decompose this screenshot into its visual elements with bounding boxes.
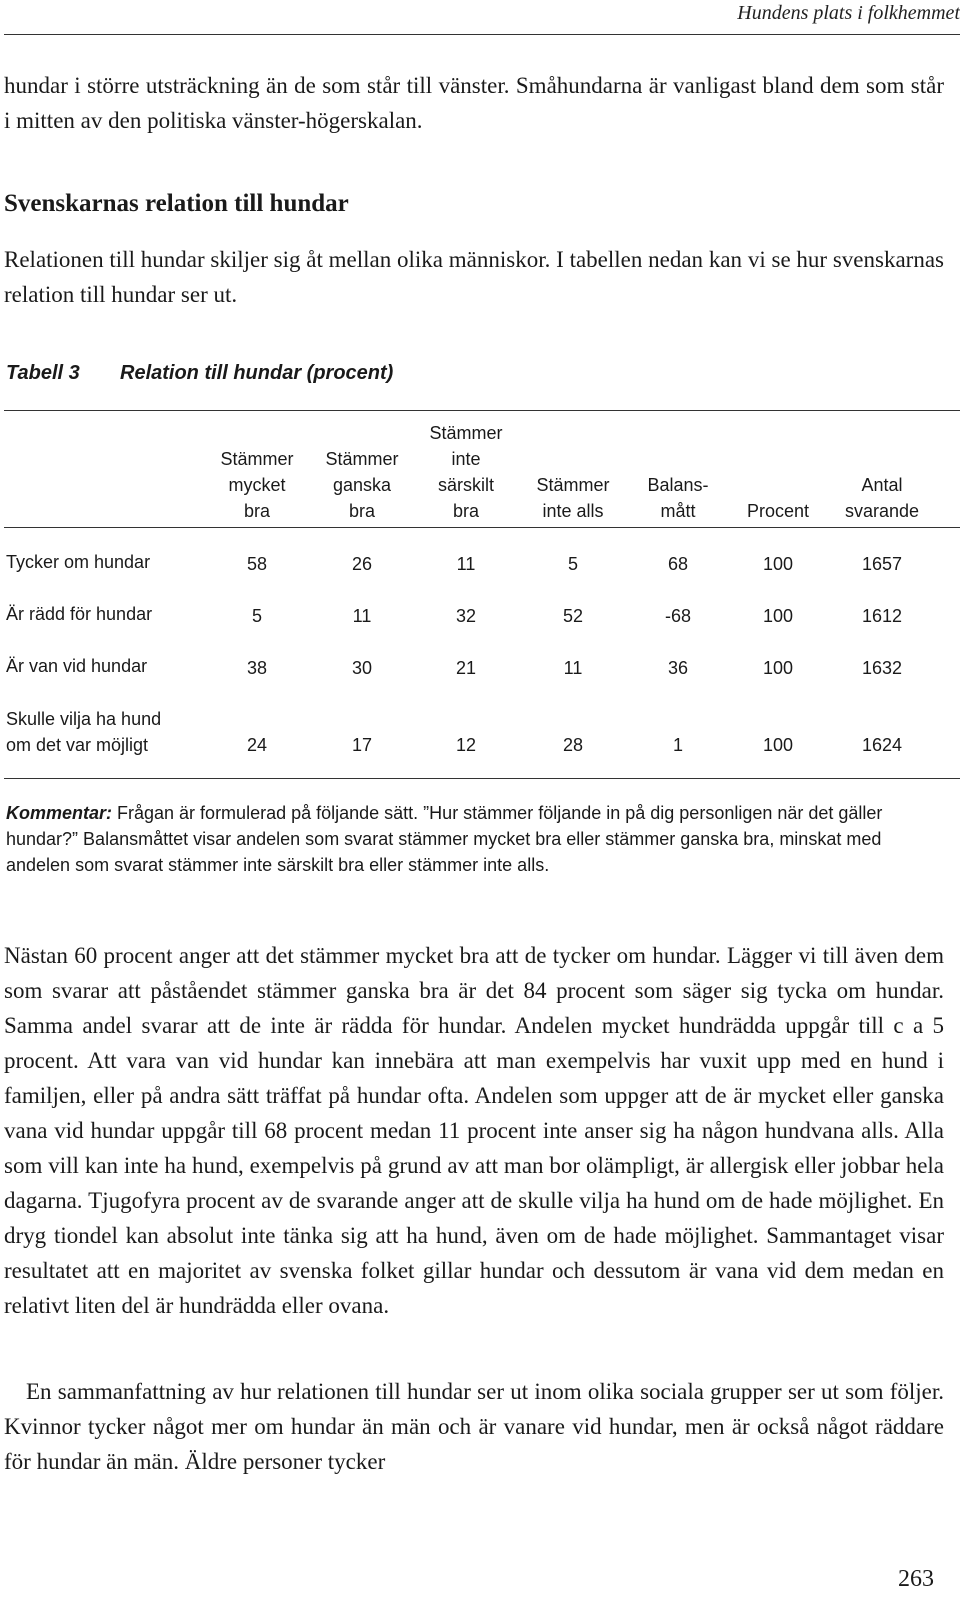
table-row — [0, 549, 960, 579]
comment-label: Kommentar: — [6, 803, 113, 823]
table-cell: 68 — [667, 554, 689, 574]
table-cell: 28 — [562, 735, 584, 755]
table-top-rule — [4, 410, 960, 411]
table-header-rule — [4, 527, 960, 528]
row-label: Skulle vilja ha hund om det var möjligt — [6, 709, 162, 755]
table-cell: 52 — [562, 606, 584, 626]
table-cell: 38 — [246, 658, 268, 678]
table-cell: 36 — [667, 658, 689, 678]
paragraph-summary: En sammanfattning av hur relationen till hundar ser ut inom olika sociala grupper ser ut som följer. Kvinnor tycker något mer om hundar än män och är vanare vid hundar, men är också något räddare för hundar än män. Äldre personer tycker — [4, 1379, 944, 1474]
col-header-antal-svarande: Antal svarande — [844, 475, 920, 521]
table-cell: 100 — [762, 554, 794, 574]
row-label: Är rädd för hundar — [6, 604, 153, 624]
table-cell: 1657 — [861, 554, 903, 574]
paragraph-section-intro: Relationen till hundar skiljer sig åt mellan olika människor. I tabellen nedan kan vi se hur svenskarnas relation till hundar ser ut. — [4, 247, 944, 307]
table-cell: 1 — [672, 735, 683, 755]
table-cell: 1612 — [861, 606, 903, 626]
comment-text: Frågan är formulerad på följande sätt. ”Hur stämmer följande in på dig personligen när det gäller hundar?” Balansmåttet visar andelen som svarat stämmer mycket bra eller stämmer ganska bra, minskat med andelen som svarat stämmer inte särskilt bra eller stämmer inte alls. — [6, 803, 883, 875]
table-cell: 11 — [352, 606, 372, 626]
running-head: Hundens plats i folkhemmet — [737, 2, 960, 24]
table-cell: -68 — [664, 606, 691, 626]
table-cell: 100 — [762, 735, 794, 755]
row-label: Tycker om hundar — [6, 552, 151, 572]
col-header-inte-alls: Stämmer inte alls — [536, 475, 610, 521]
col-header-mycket-bra: Stämmer mycket bra — [220, 449, 294, 521]
table-cell: 100 — [762, 658, 794, 678]
table-row — [0, 653, 960, 683]
table-cell: 24 — [246, 735, 268, 755]
col-header-ganska-bra: Stämmer ganska bra — [325, 449, 399, 521]
table-comment — [6, 800, 946, 878]
table-cell: 30 — [351, 658, 373, 678]
table-cell: 100 — [762, 606, 794, 626]
paragraph-results: Nästan 60 procent anger att det stämmer mycket bra att de tycker om hundar. Lägger vi till även dem som svarar att påståendet stämmer ganska bra är det 84 procent som säger sig tycka om hundar. Samma andel svarar att de inte är rädda för hundar. Andelen mycket hundrädda uppgår till c a 5 procent. Att vara van vid hundar kan innebära att man exempelvis har vuxit upp med en hund i familjen, eller på andra sätt träffat på hundar ofta. Andelen som uppger att de är mycket eller ganska vana vid hundar uppgår till 68 procent medan 11 procent inte anser sig ha någon hundvana alls. Alla som vill kan inte ha hund, exempelvis på grund av att man bor olämpligt, är allergisk eller jobbar hela dagarna. Tjugofyra procent av de svarande anger att de skulle vilja ha hund om de hade möjlighet. En dryg tiondel kan absolut inte tänka sig att ha hund, även om de hade möjlighet. Sammantaget visar resultatet att en majoritet av svenska folket gillar hundar och dessutom är vana vid dem medan en relativt liten del är hundrädda eller ovana. — [4, 943, 944, 1318]
table-cell: 58 — [246, 554, 268, 574]
col-header-procent: Procent — [746, 501, 810, 521]
col-header-inte-sarskilt-bra: Stämmer inte särskilt bra — [429, 423, 503, 521]
section-heading: Svenskarnas relation till hundar — [4, 190, 349, 217]
table-row — [0, 706, 960, 758]
table-cell: 11 — [563, 658, 583, 678]
table-number: Tabell 3 — [6, 362, 80, 384]
table-row — [0, 601, 960, 631]
table-caption — [6, 362, 393, 385]
header-rule — [4, 34, 960, 35]
table-cell: 11 — [456, 554, 476, 574]
col-header-balansmatt: Balans- mått — [647, 475, 709, 521]
row-label: Är van vid hundar — [6, 656, 148, 676]
table-cell: 5 — [251, 606, 262, 626]
table-title: Relation till hundar (procent) — [120, 362, 394, 384]
table-cell: 21 — [455, 658, 477, 678]
table-cell: 1624 — [861, 735, 903, 755]
table-cell: 1632 — [861, 658, 903, 678]
table-cell: 12 — [455, 735, 477, 755]
page-number: 263 — [898, 1566, 934, 1592]
table-cell: 5 — [567, 554, 578, 574]
table-cell: 32 — [455, 606, 477, 626]
table-cell: 26 — [351, 554, 373, 574]
table-cell: 17 — [351, 735, 373, 755]
table-bottom-rule — [4, 778, 960, 779]
paragraph-intro: hundar i större utsträckning än de som står till vänster. Småhundarna är vanligast bland dem som står i mitten av den politiska vänster-högerskalan. — [4, 73, 944, 133]
